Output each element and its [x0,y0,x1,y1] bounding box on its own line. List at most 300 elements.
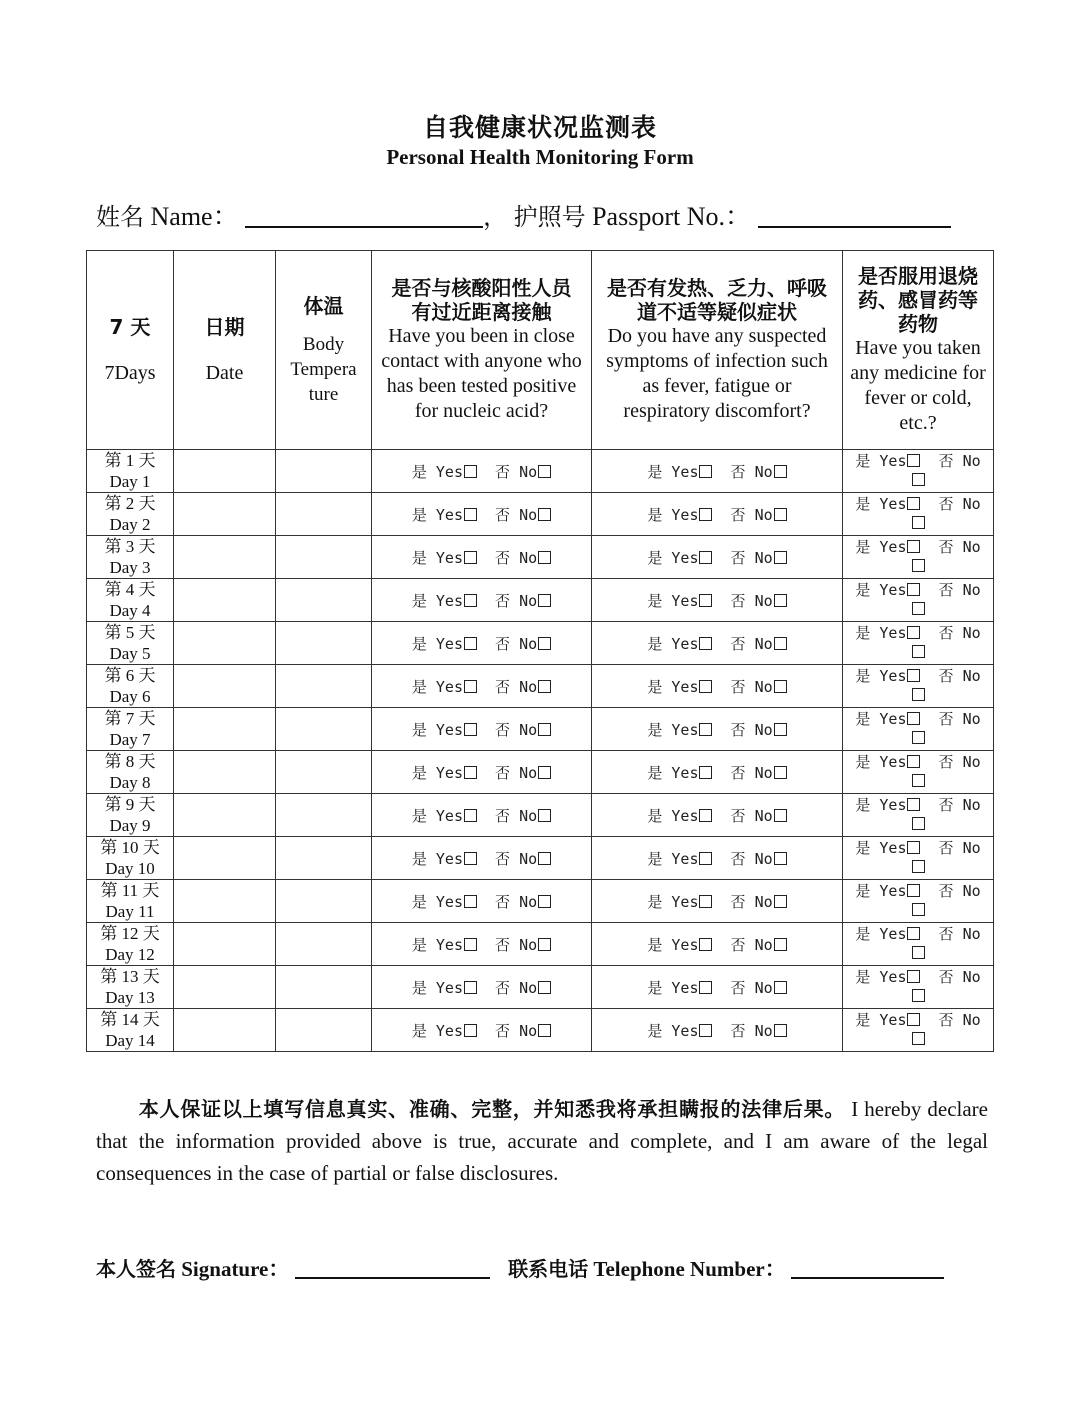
table-row [87,708,994,751]
no-label: 否 No [495,591,538,610]
no-label: 否 No [495,462,538,481]
yes-checkbox[interactable] [907,626,920,639]
date-cell[interactable] [174,794,276,837]
answer-symptoms [592,751,843,794]
declaration-english: I hereby declare that the information provided above is true, accurate and complete, and I am aware of the legal consequences in the case of partial or false disclosures. [96,1097,988,1185]
yes-label: 是 Yes [855,495,907,513]
header-date-en: Date [205,361,244,384]
date-cell[interactable] [174,966,276,1009]
no-label: 否 No [495,849,538,868]
day-label-cell [87,493,174,536]
yes-label: 是 Yes [411,462,463,481]
form-title-english: Personal Health Monitoring Form [386,145,694,169]
no-label: 否 No [730,720,773,739]
header-medicine-cn: 是否服用退烧药、感冒药等药物 [858,264,978,336]
yes-checkbox[interactable] [464,551,477,564]
no-label: 否 No [938,753,981,771]
telephone-field[interactable] [791,1253,944,1279]
passport-label-chinese: 护照号 [513,203,586,231]
yes-checkbox[interactable] [699,465,712,478]
no-label: 否 No [495,763,538,782]
no-checkbox[interactable] [774,465,787,478]
table-row [87,579,994,622]
yes-checkbox[interactable] [699,508,712,521]
date-cell[interactable] [174,493,276,536]
day-label-cell [87,665,174,708]
answer-close-contact [372,751,592,794]
no-checkbox[interactable] [912,688,925,701]
table-row [87,880,994,923]
day-label-chinese: 第 13 天 [100,967,160,986]
yes-label: 是 Yes [647,720,699,739]
yes-checkbox[interactable] [699,938,712,951]
yes-checkbox[interactable] [699,981,712,994]
yes-label: 是 Yes [647,978,699,997]
day-label-english: Day 1 [109,472,151,491]
telephone-label-english: Telephone Number： [593,1257,786,1281]
date-cell[interactable] [174,751,276,794]
temperature-cell[interactable] [276,579,372,622]
yes-checkbox[interactable] [907,798,920,811]
date-cell[interactable] [174,708,276,751]
answer-symptoms [592,622,843,665]
yes-checkbox[interactable] [464,680,477,693]
answer-close-contact [372,880,592,923]
no-label: 否 No [938,839,981,857]
no-checkbox[interactable] [912,989,925,1002]
day-label-chinese: 第 2 天 [104,494,156,513]
yes-checkbox[interactable] [907,454,920,467]
yes-checkbox[interactable] [464,852,477,865]
no-label: 否 No [730,505,773,524]
yes-label: 是 Yes [411,1021,463,1040]
yes-checkbox[interactable] [699,680,712,693]
yes-checkbox[interactable] [464,465,477,478]
no-checkbox[interactable] [912,602,925,615]
no-label: 否 No [730,677,773,696]
yes-label: 是 Yes [855,839,907,857]
yes-checkbox[interactable] [699,895,712,908]
yes-checkbox[interactable] [464,723,477,736]
yes-label: 是 Yes [647,806,699,825]
no-checkbox[interactable] [538,766,551,779]
yes-checkbox[interactable] [699,766,712,779]
answer-medicine [843,966,994,1009]
yes-label: 是 Yes [855,882,907,900]
date-cell[interactable] [174,665,276,708]
table-row [87,923,994,966]
yes-checkbox[interactable] [907,669,920,682]
temperature-cell[interactable] [276,708,372,751]
table-header-row [87,251,994,450]
yes-label: 是 Yes [647,548,699,567]
answer-close-contact [372,665,592,708]
table-row [87,665,994,708]
no-checkbox[interactable] [912,559,925,572]
day-label-cell [87,708,174,751]
no-checkbox[interactable] [912,516,925,529]
yes-checkbox[interactable] [464,938,477,951]
answer-symptoms [592,450,843,493]
day-label-chinese: 第 11 天 [100,881,160,900]
no-label: 否 No [938,1011,981,1029]
day-label-chinese: 第 10 天 [100,838,160,857]
no-checkbox[interactable] [774,852,787,865]
day-label-chinese: 第 9 天 [104,795,156,814]
header-date [174,251,276,450]
no-label: 否 No [938,624,981,642]
yes-label: 是 Yes [411,935,463,954]
yes-checkbox[interactable] [464,895,477,908]
no-label: 否 No [938,581,981,599]
yes-label: 是 Yes [855,452,907,470]
table-row [87,622,994,665]
temperature-cell[interactable] [276,622,372,665]
no-label: 否 No [730,849,773,868]
answer-medicine [843,665,994,708]
yes-checkbox[interactable] [907,712,920,725]
temperature-cell[interactable] [276,794,372,837]
answer-symptoms [592,966,843,1009]
answer-symptoms [592,880,843,923]
no-label: 否 No [730,1021,773,1040]
no-checkbox[interactable] [538,809,551,822]
yes-checkbox[interactable] [464,1024,477,1037]
answer-symptoms [592,493,843,536]
header-close-contact-cn: 是否与核酸阳性人员有过近距离接触 [391,276,572,324]
yes-label: 是 Yes [411,634,463,653]
no-checkbox[interactable] [774,637,787,650]
no-checkbox[interactable] [538,723,551,736]
temperature-cell[interactable] [276,751,372,794]
no-checkbox[interactable] [774,809,787,822]
temperature-cell[interactable] [276,493,372,536]
no-checkbox[interactable] [538,852,551,865]
answer-medicine [843,708,994,751]
day-label-chinese: 第 5 天 [104,623,156,642]
answer-close-contact [372,1009,592,1052]
passport-field[interactable] [758,202,951,228]
no-label: 否 No [495,720,538,739]
no-label: 否 No [730,806,773,825]
no-checkbox[interactable] [538,981,551,994]
no-label: 否 No [938,538,981,556]
no-checkbox[interactable] [774,1024,787,1037]
day-label-cell [87,966,174,1009]
date-cell[interactable] [174,1009,276,1052]
date-cell[interactable] [174,536,276,579]
yes-label: 是 Yes [855,1011,907,1029]
answer-medicine [843,1009,994,1052]
answer-close-contact [372,708,592,751]
no-label: 否 No [495,935,538,954]
temperature-cell[interactable] [276,837,372,880]
yes-label: 是 Yes [411,849,463,868]
yes-label: 是 Yes [855,753,907,771]
yes-label: 是 Yes [855,925,907,943]
yes-label: 是 Yes [855,667,907,685]
yes-label: 是 Yes [411,806,463,825]
temperature-cell[interactable] [276,880,372,923]
answer-medicine [843,493,994,536]
temperature-cell[interactable] [276,536,372,579]
day-label-chinese: 第 6 天 [104,666,156,685]
answer-medicine [843,837,994,880]
header-day-cn: 7 天 [109,314,151,339]
temperature-cell[interactable] [276,665,372,708]
monitoring-table [86,250,994,1052]
name-field[interactable] [245,202,483,228]
day-label-cell [87,751,174,794]
answer-close-contact [372,579,592,622]
name-label-english: Name： [150,202,239,231]
no-checkbox[interactable] [774,766,787,779]
yes-label: 是 Yes [647,763,699,782]
answer-close-contact [372,837,592,880]
yes-label: 是 Yes [411,677,463,696]
day-label-cell [87,536,174,579]
date-cell[interactable] [174,622,276,665]
day-label-english: Day 10 [105,859,155,878]
no-label: 否 No [730,634,773,653]
answer-close-contact [372,493,592,536]
no-label: 否 No [495,1021,538,1040]
table-row [87,536,994,579]
no-checkbox[interactable] [912,473,925,486]
day-label-english: Day 13 [105,988,155,1007]
day-label-chinese: 第 14 天 [100,1010,160,1029]
no-checkbox[interactable] [912,774,925,787]
header-close-contact [372,251,592,450]
no-label: 否 No [730,462,773,481]
yes-label: 是 Yes [855,968,907,986]
no-checkbox[interactable] [774,938,787,951]
answer-symptoms [592,794,843,837]
yes-label: 是 Yes [411,591,463,610]
day-label-english: Day 11 [105,902,155,921]
day-label-cell [87,1009,174,1052]
day-label-english: Day 8 [109,773,151,792]
no-label: 否 No [495,978,538,997]
no-checkbox[interactable] [774,551,787,564]
day-label-english: Day 2 [109,515,151,534]
answer-symptoms [592,579,843,622]
answer-symptoms [592,536,843,579]
yes-checkbox[interactable] [464,766,477,779]
yes-label: 是 Yes [411,892,463,911]
no-checkbox[interactable] [912,817,925,830]
no-checkbox[interactable] [538,895,551,908]
table-row [87,1009,994,1052]
day-label-english: Day 5 [109,644,151,663]
yes-checkbox[interactable] [699,1024,712,1037]
no-checkbox[interactable] [774,981,787,994]
table-row [87,493,994,536]
no-checkbox[interactable] [774,594,787,607]
date-cell[interactable] [174,923,276,966]
no-checkbox[interactable] [538,465,551,478]
no-checkbox[interactable] [538,1024,551,1037]
yes-checkbox[interactable] [907,970,920,983]
yes-checkbox[interactable] [907,540,920,553]
yes-checkbox[interactable] [464,637,477,650]
signature-label-english: Signature： [181,1257,290,1281]
yes-label: 是 Yes [647,677,699,696]
day-label-cell [87,622,174,665]
table-row [87,751,994,794]
temperature-cell[interactable] [276,923,372,966]
date-cell[interactable] [174,837,276,880]
no-label: 否 No [495,634,538,653]
declaration-chinese: 本人保证以上填写信息真实、准确、完整，并知悉我将承担瞒报的法律后果。 [138,1097,846,1121]
no-checkbox[interactable] [912,903,925,916]
no-label: 否 No [495,505,538,524]
yes-label: 是 Yes [647,505,699,524]
no-checkbox[interactable] [774,680,787,693]
temperature-cell[interactable] [276,1009,372,1052]
answer-medicine [843,794,994,837]
yes-checkbox[interactable] [907,841,920,854]
yes-checkbox[interactable] [699,723,712,736]
answer-medicine [843,622,994,665]
day-label-cell [87,880,174,923]
no-label: 否 No [730,892,773,911]
header-medicine-en: Have you taken any medicine for fever or cold, etc.? [850,337,986,434]
day-label-cell [87,450,174,493]
yes-checkbox[interactable] [699,594,712,607]
no-label: 否 No [938,667,981,685]
header-medicine [843,251,994,450]
table-row [87,450,994,493]
table-row [87,837,994,880]
day-label-cell [87,923,174,966]
yes-label: 是 Yes [647,892,699,911]
yes-label: 是 Yes [855,624,907,642]
no-label: 否 No [495,548,538,567]
yes-checkbox[interactable] [699,852,712,865]
no-label: 否 No [938,495,981,513]
date-cell[interactable] [174,880,276,923]
yes-label: 是 Yes [647,1021,699,1040]
yes-label: 是 Yes [411,548,463,567]
day-label-chinese: 第 3 天 [104,537,156,556]
no-label: 否 No [730,978,773,997]
yes-checkbox[interactable] [464,508,477,521]
no-checkbox[interactable] [538,551,551,564]
no-checkbox[interactable] [912,645,925,658]
no-checkbox[interactable] [538,594,551,607]
yes-checkbox[interactable] [699,551,712,564]
no-label: 否 No [938,968,981,986]
day-label-cell [87,579,174,622]
declaration-text [96,1093,988,1189]
no-checkbox[interactable] [538,680,551,693]
name-label-chinese: 姓名 [96,203,144,231]
no-checkbox[interactable] [538,938,551,951]
date-cell[interactable] [174,579,276,622]
no-checkbox[interactable] [538,637,551,650]
yes-checkbox[interactable] [464,981,477,994]
signature-field[interactable] [295,1253,490,1279]
no-label: 否 No [495,677,538,696]
no-checkbox[interactable] [774,895,787,908]
no-label: 否 No [938,796,981,814]
yes-checkbox[interactable] [907,1013,920,1026]
temperature-cell[interactable] [276,966,372,1009]
day-label-english: Day 7 [109,730,151,749]
no-label: 否 No [730,763,773,782]
no-checkbox[interactable] [912,1032,925,1045]
signature-line [96,1253,996,1283]
no-label: 否 No [938,882,981,900]
answer-symptoms [592,665,843,708]
yes-checkbox[interactable] [907,755,920,768]
no-checkbox[interactable] [912,731,925,744]
no-label: 否 No [495,806,538,825]
no-checkbox[interactable] [912,860,925,873]
yes-checkbox[interactable] [699,637,712,650]
no-label: 否 No [730,591,773,610]
yes-label: 是 Yes [647,462,699,481]
day-label-chinese: 第 1 天 [104,451,156,470]
answer-medicine [843,450,994,493]
no-label: 否 No [938,452,981,470]
yes-checkbox[interactable] [464,809,477,822]
yes-label: 是 Yes [855,538,907,556]
answer-medicine [843,579,994,622]
no-checkbox[interactable] [912,946,925,959]
no-checkbox[interactable] [538,508,551,521]
telephone-label-chinese: 联系电话 [508,1257,589,1281]
answer-close-contact [372,966,592,1009]
day-label-cell [87,794,174,837]
answer-symptoms [592,923,843,966]
header-day [87,251,174,450]
temperature-cell[interactable] [276,450,372,493]
answer-symptoms [592,1009,843,1052]
answer-medicine [843,751,994,794]
yes-checkbox[interactable] [907,497,920,510]
yes-checkbox[interactable] [907,927,920,940]
yes-label: 是 Yes [855,581,907,599]
no-checkbox[interactable] [774,723,787,736]
date-cell[interactable] [174,450,276,493]
no-checkbox[interactable] [774,508,787,521]
day-label-chinese: 第 7 天 [104,709,156,728]
answer-close-contact [372,622,592,665]
answer-close-contact [372,450,592,493]
yes-checkbox[interactable] [907,884,920,897]
header-temperature-cn: 体温 [303,293,344,318]
day-label-chinese: 第 4 天 [104,580,156,599]
answer-close-contact [372,923,592,966]
yes-label: 是 Yes [411,763,463,782]
header-date-cn: 日期 [204,314,245,339]
day-label-english: Day 14 [105,1031,155,1050]
yes-label: 是 Yes [647,591,699,610]
no-label: 否 No [730,548,773,567]
yes-label: 是 Yes [855,710,907,728]
day-label-english: Day 4 [109,601,151,620]
yes-checkbox[interactable] [699,809,712,822]
yes-label: 是 Yes [647,935,699,954]
yes-checkbox[interactable] [907,583,920,596]
answer-medicine [843,923,994,966]
yes-label: 是 Yes [647,849,699,868]
yes-label: 是 Yes [855,796,907,814]
yes-checkbox[interactable] [464,594,477,607]
answer-medicine [843,880,994,923]
